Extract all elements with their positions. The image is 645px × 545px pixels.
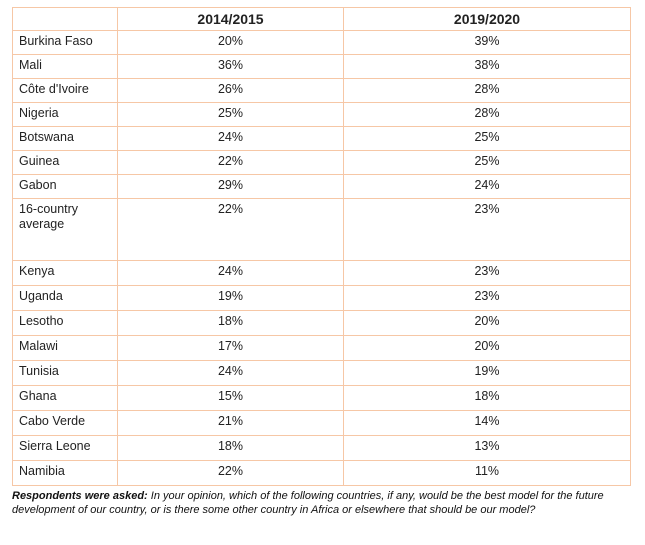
value-2014-cell: 20%: [118, 31, 344, 55]
value-2019-cell: 19%: [344, 361, 631, 386]
value-2014-cell: 36%: [118, 55, 344, 79]
value-2014-cell: 15%: [118, 386, 344, 411]
value-2014-cell: 17%: [118, 336, 344, 361]
country-cell: 16-country average: [13, 199, 118, 261]
table-row: [13, 79, 631, 103]
value-2014-cell: 22%: [118, 151, 344, 175]
table-row: [13, 31, 631, 55]
header-2014-2015: 2014/2015: [118, 8, 344, 31]
table-row: [13, 55, 631, 79]
table-row: [13, 286, 631, 311]
country-cell: Gabon: [13, 175, 118, 199]
value-2014-cell: 29%: [118, 175, 344, 199]
value-2019-cell: 28%: [344, 103, 631, 127]
value-2014-cell: 22%: [118, 461, 344, 486]
value-2014-cell: 21%: [118, 411, 344, 436]
value-2019-cell: 23%: [344, 286, 631, 311]
value-2019-cell: 20%: [344, 336, 631, 361]
header-country: [13, 8, 118, 31]
country-cell: Lesotho: [13, 311, 118, 336]
value-2014-cell: 18%: [118, 436, 344, 461]
country-cell: Namibia: [13, 461, 118, 486]
value-2019-cell: 39%: [344, 31, 631, 55]
value-2019-cell: 23%: [344, 199, 631, 261]
value-2014-cell: 24%: [118, 261, 344, 286]
header-2019-2020: 2019/2020: [344, 8, 631, 31]
value-2019-cell: 13%: [344, 436, 631, 461]
table-row: [13, 103, 631, 127]
value-2014-cell: 18%: [118, 311, 344, 336]
table-row: [13, 436, 631, 461]
caption-text: In your opinion, which of the following countries, if any, would be the best model for the future development of our country, or is there some other country in Africa or elsewhere that should be our model?: [12, 490, 604, 516]
country-cell: Cabo Verde: [13, 411, 118, 436]
value-2019-cell: 20%: [344, 311, 631, 336]
value-2019-cell: 24%: [344, 175, 631, 199]
country-cell: Burkina Faso: [13, 31, 118, 55]
document: [12, 7, 630, 517]
data-table: [12, 7, 631, 486]
value-2019-cell: 28%: [344, 79, 631, 103]
value-2019-cell: 18%: [344, 386, 631, 411]
value-2014-cell: 26%: [118, 79, 344, 103]
table-header-row: [13, 8, 631, 31]
country-cell: Mali: [13, 55, 118, 79]
value-2019-cell: 11%: [344, 461, 631, 486]
table-row: [13, 151, 631, 175]
value-2019-cell: 38%: [344, 55, 631, 79]
country-cell: Côte d'Ivoire: [13, 79, 118, 103]
value-2019-cell: 23%: [344, 261, 631, 286]
table-row: [13, 311, 631, 336]
table-row: [13, 461, 631, 486]
table-row: [13, 127, 631, 151]
value-2014-cell: 24%: [118, 127, 344, 151]
value-2014-cell: 25%: [118, 103, 344, 127]
value-2014-cell: 24%: [118, 361, 344, 386]
table-row: [13, 336, 631, 361]
country-cell: Tunisia: [13, 361, 118, 386]
table-row: [13, 261, 631, 286]
country-cell: Kenya: [13, 261, 118, 286]
value-2014-cell: 19%: [118, 286, 344, 311]
country-cell: Malawi: [13, 336, 118, 361]
caption-lead: Respondents were asked:: [12, 490, 148, 502]
table-row: [13, 175, 631, 199]
table-row: [13, 386, 631, 411]
country-cell: Sierra Leone: [13, 436, 118, 461]
value-2019-cell: 14%: [344, 411, 631, 436]
country-cell: Botswana: [13, 127, 118, 151]
country-cell: Nigeria: [13, 103, 118, 127]
survey-question-caption: [12, 489, 630, 517]
table-row: [13, 361, 631, 386]
value-2019-cell: 25%: [344, 151, 631, 175]
country-cell: Uganda: [13, 286, 118, 311]
country-cell: Ghana: [13, 386, 118, 411]
value-2019-cell: 25%: [344, 127, 631, 151]
table-row: [13, 411, 631, 436]
country-cell: Guinea: [13, 151, 118, 175]
value-2014-cell: 22%: [118, 199, 344, 261]
table-row-average: [13, 199, 631, 261]
